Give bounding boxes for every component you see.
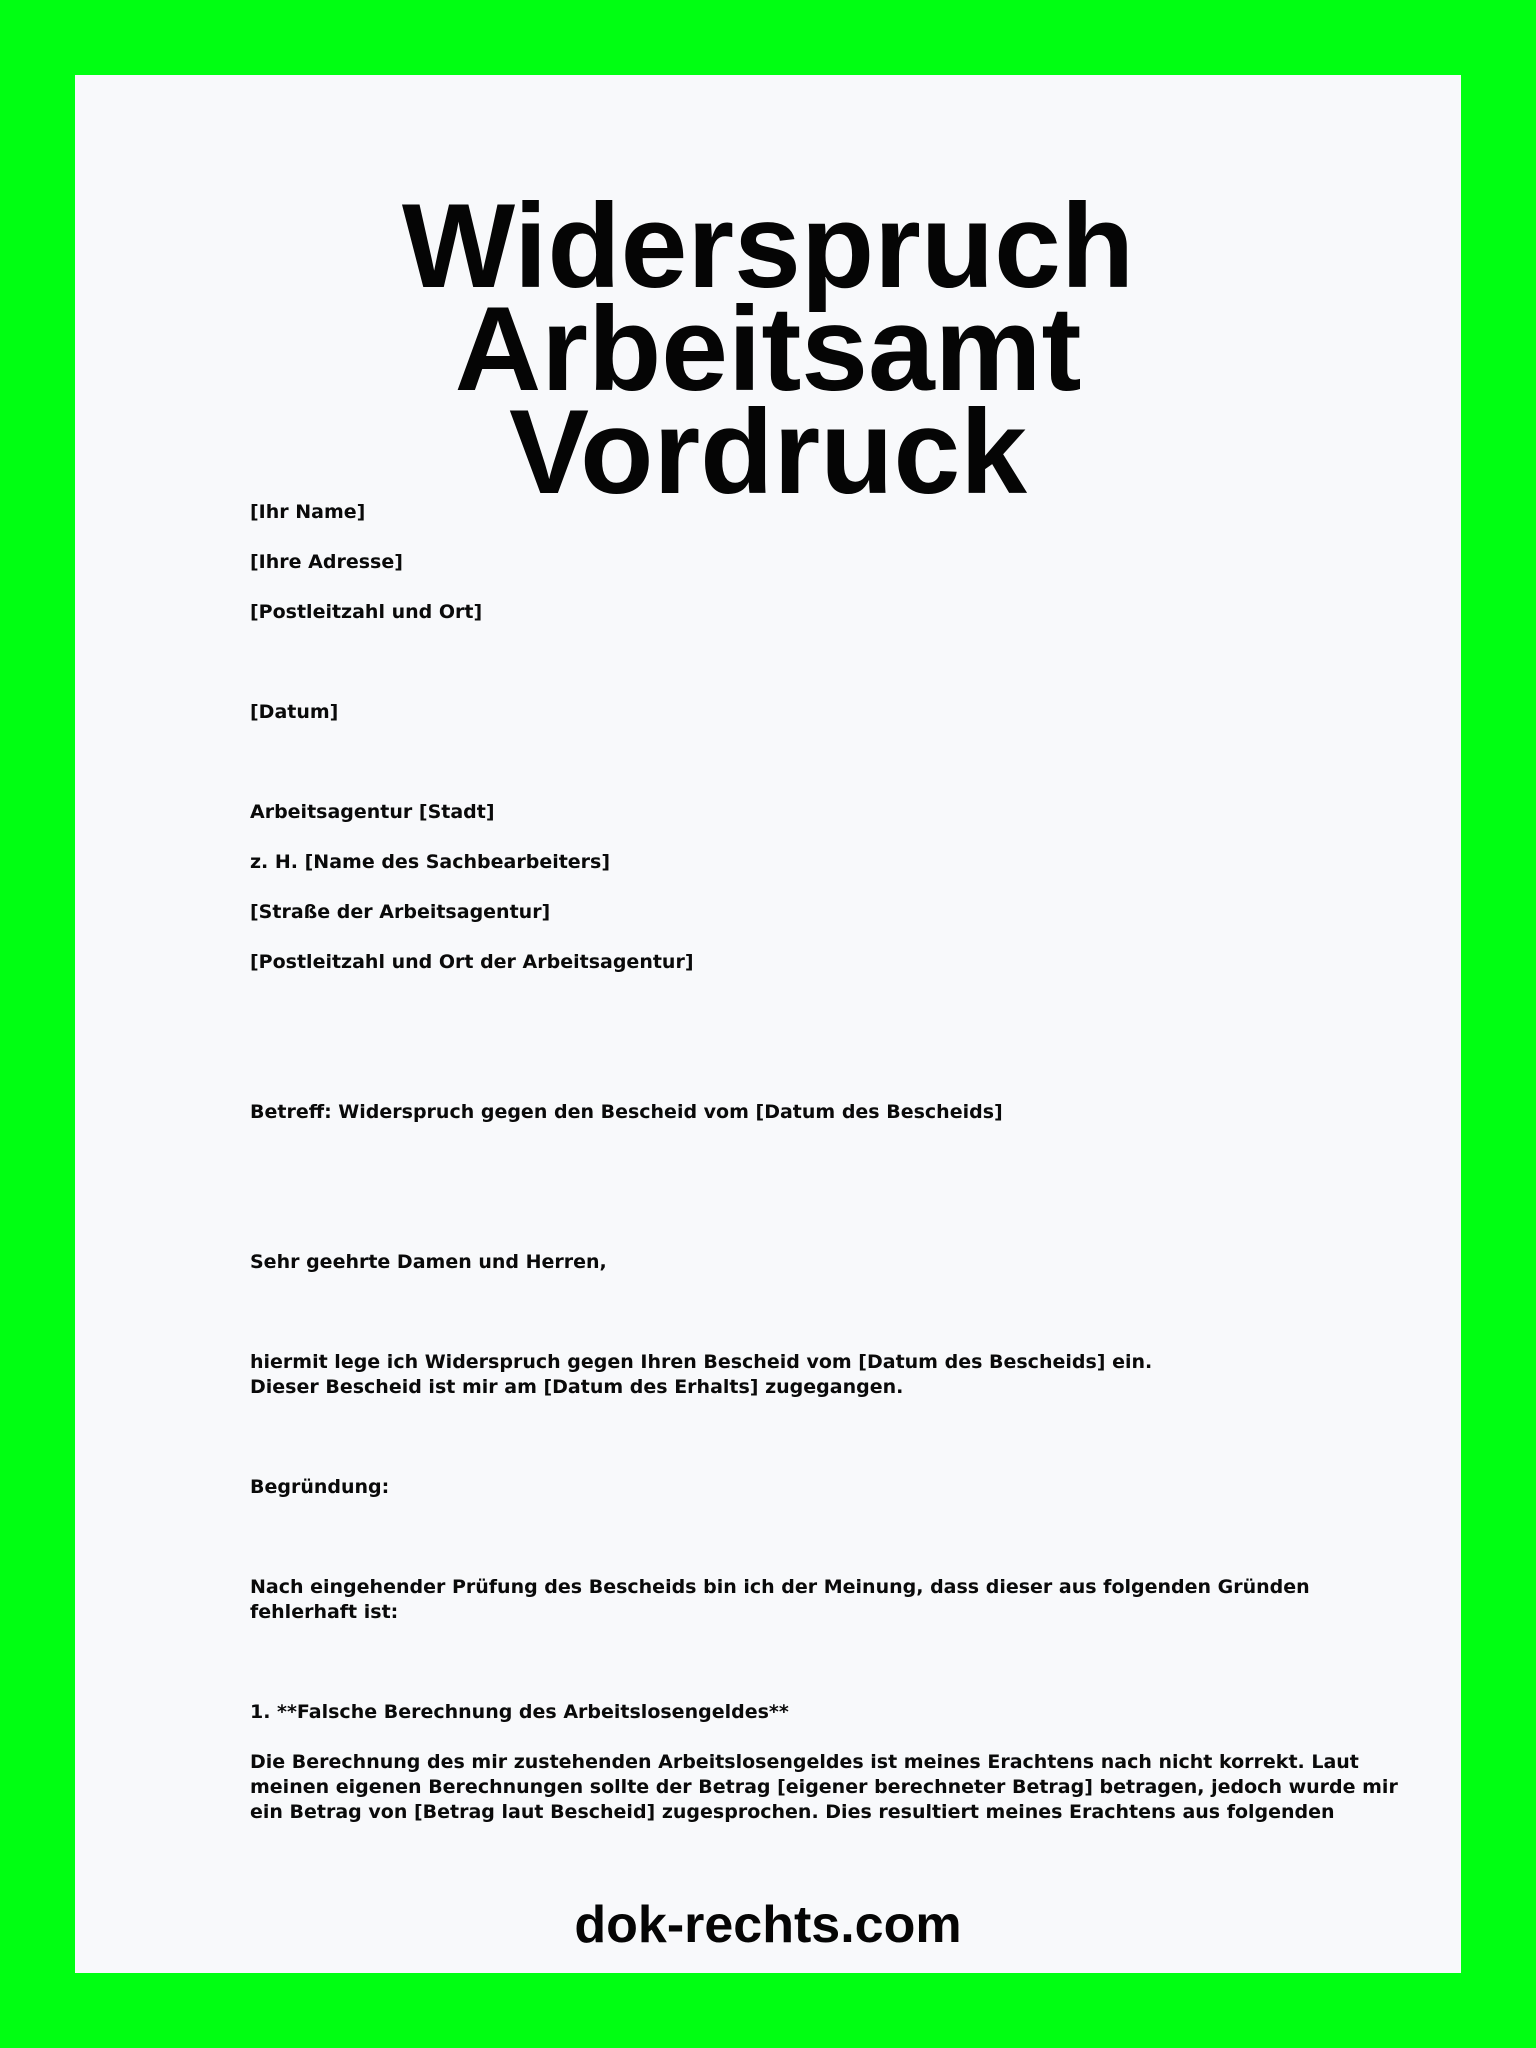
point-1-heading: 1. **Falsche Berechnung des Arbeitslosengeldes** [250,1701,789,1723]
point-1-line-3: ein Betrag von [Betrag laut Bescheid] zugesprochen. Dies resultiert meines Erachtens aus folgenden [250,1801,1335,1823]
recipient-agency: Arbeitsagentur [Stadt] [250,801,495,823]
reason-heading: Begründung: [250,1476,390,1498]
recipient-city: [Postleitzahl und Ort der Arbeitsagentur] [250,951,694,973]
document-page [75,75,1461,1973]
intro-line-2: Dieser Bescheid ist mir am [Datum des Erhalts] zugegangen. [250,1376,904,1398]
point-1-line-2: meinen eigenen Berechnungen sollte der Betrag [eigener berechneter Betrag] betragen, jedoch wurde mir [250,1776,1398,1798]
letter-subject: Betreff: Widerspruch gegen den Bescheid vom [Datum des Bescheids] [250,1101,1003,1123]
intro-line-1: hiermit lege ich Widerspruch gegen Ihren Bescheid vom [Datum des Bescheids] ein. [250,1351,1153,1373]
letter-date: [Datum] [250,701,339,723]
title-line-1: Widerspruch Arbeitsamt [401,179,1135,416]
title-line-2: Vordruck [509,385,1027,519]
recipient-attention: z. H. [Name des Sachbearbeiters] [250,851,611,873]
recipient-street: [Straße der Arbeitsagentur] [250,901,551,923]
sender-name: [Ihr Name] [250,501,366,523]
reason-line-1: Nach eingehender Prüfung des Bescheids bin ich der Meinung, dass dieser aus folgenden Gründen [250,1576,1310,1598]
reason-line-2: fehlerhaft ist: [250,1601,399,1623]
point-1-line-1: Die Berechnung des mir zustehenden Arbeitslosengeldes ist meines Erachtens nach nicht korrekt. Laut [250,1751,1359,1773]
sender-city: [Postleitzahl und Ort] [250,601,483,623]
letter-salutation: Sehr geehrte Damen und Herren, [250,1251,607,1273]
footer-website: dok-rechts.com [574,1896,962,1954]
sender-address: [Ihre Adresse] [250,551,403,573]
